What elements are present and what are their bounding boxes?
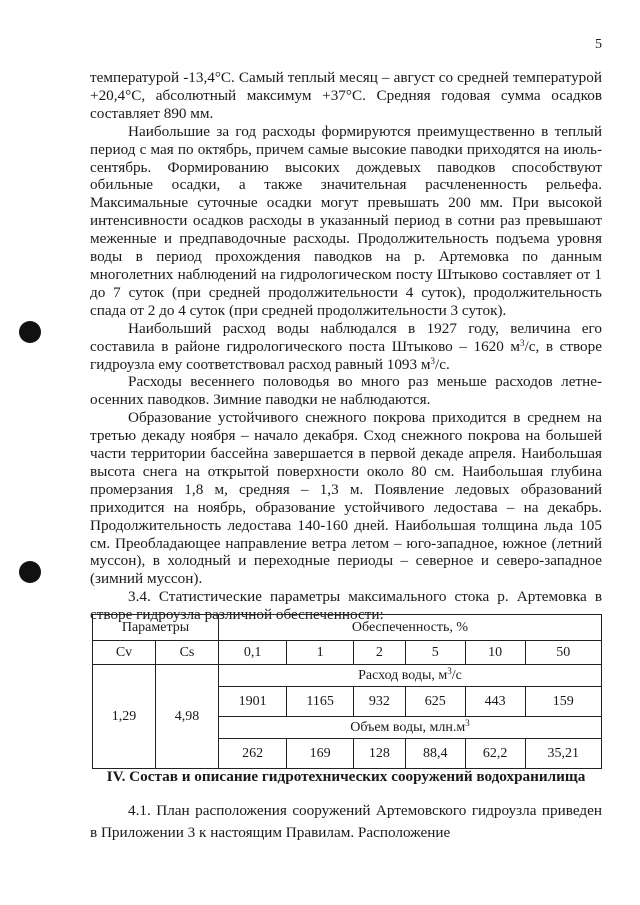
paragraph-spring-flood: Расходы весеннего половодья во много раз меньше расходов летне-осенних паводков. Зимние паводки не наблюдаются. [90,373,602,409]
punch-hole-top [19,321,41,343]
flow-cell: 443 [465,687,525,717]
volume-cell: 88,4 [405,739,465,769]
page-number: 5 [595,37,602,52]
flow-cell: 932 [354,687,406,717]
paragraph-stat-params: 3.4. Статистические параметры максимального стока р. Артемовка в створе гидроузла различной обеспеченности: [90,588,602,624]
paragraph-floods: Наибольшие за год расходы формируются преимущественно в теплый период с мая по октябрь, причем самые высокие паводки приходятся на июль-сентябрь. Формированию высоких дождевых паводков способствуют обильные осадки, а также значительная расчлененность рельефа. Максимальные суточные осадки могут превышать 200 мм. При высокой интенсивности осадков расходы в указанный период в сотни раз превышают меженные и предпаводочные расходы. Продолжительность подъема уровня воды в период прохождения паводков на р. Артемовка по данным многолетних наблюдений на гидрологическом посту Штыково составляет от 1 до 7 суток (при средней продолжительности 4 суток), продолжительность спада от 2 до 4 суток (при средней продолжительности 3 суток). [90,122,602,319]
prob-cell: 1 [287,641,354,665]
prob-cell: 50 [525,641,601,665]
volume-cell: 169 [287,739,354,769]
paragraph-temperature: температурой -13,4°С. Самый теплый месяц – август со средней температурой +20,4°С, абсолютный максимум +37°С. Средняя годовая сумма осадков составляет 890 мм. [90,69,602,122]
volume-cell: 62,2 [465,739,525,769]
prob-cell: 10 [465,641,525,665]
volume-label: Объем воды, $млн.м^3$ [219,717,602,739]
cs-value: 4,98 [156,665,219,769]
body-text [90,69,602,624]
header-cs: Cs [156,641,219,665]
volume-cell: 35,21 [525,739,601,769]
flow-statistics-table [92,614,602,769]
header-parameters: Параметры [93,615,219,641]
paragraph-snow-ice: Образование устойчивого снежного покрова приходится в среднем на третью декаду ноября – начало декабря. Сход снежного покрова на большей части территории бассейна завершается в первой декаде апреля. Наибольшая высота снега на открытой поверхности около 80 см. Наибольшая глубина промерзания 1,8 м, средняя – 1,3 м. Появление ледовых образований приходится на ноябрь, образование устойчивого ледостава – на декабрь. Продолжительность ледостава 140-160 дней. Наибольшая толщина льда 105 см. Преобладающее направление ветра летом – юго-западное, южное (летний муссон), в холодный и переходные периоды – северное и северо-западное (зимний муссон). [90,409,602,588]
volume-cell: 128 [354,739,406,769]
prob-cell: 5 [405,641,465,665]
flow-cell: 159 [525,687,601,717]
body-text-bottom [90,800,602,844]
prob-cell: 2 [354,641,406,665]
punch-hole-bottom [19,561,41,583]
prob-cell: 0,1 [219,641,287,665]
cv-value: 1,29 [93,665,156,769]
paragraph-layout: 4.1. План расположения сооружений Артемовского гидроузла приведен в Приложении 3 к настоящим Правилам. Расположение [90,802,602,841]
paragraph-max-flow: Наибольший расход воды наблюдался в 1927 году, величина его составила в районе гидрологического поста Штыково – 1620 $м^3/с$, в створе гидроузла ему соответствовал расход равный 1093 $м^3/с$. [90,319,602,373]
flow-label: Расход воды, $м^3/с$ [219,665,602,687]
flow-cell: 625 [405,687,465,717]
section-heading: IV. Состав и описание гидротехнических сооружений водохранилища [106,768,586,785]
flow-cell: 1165 [287,687,354,717]
header-probability: Обеспеченность, % [219,615,602,641]
volume-cell: 262 [219,739,287,769]
flow-cell: 1901 [219,687,287,717]
header-cv: Cv [93,641,156,665]
